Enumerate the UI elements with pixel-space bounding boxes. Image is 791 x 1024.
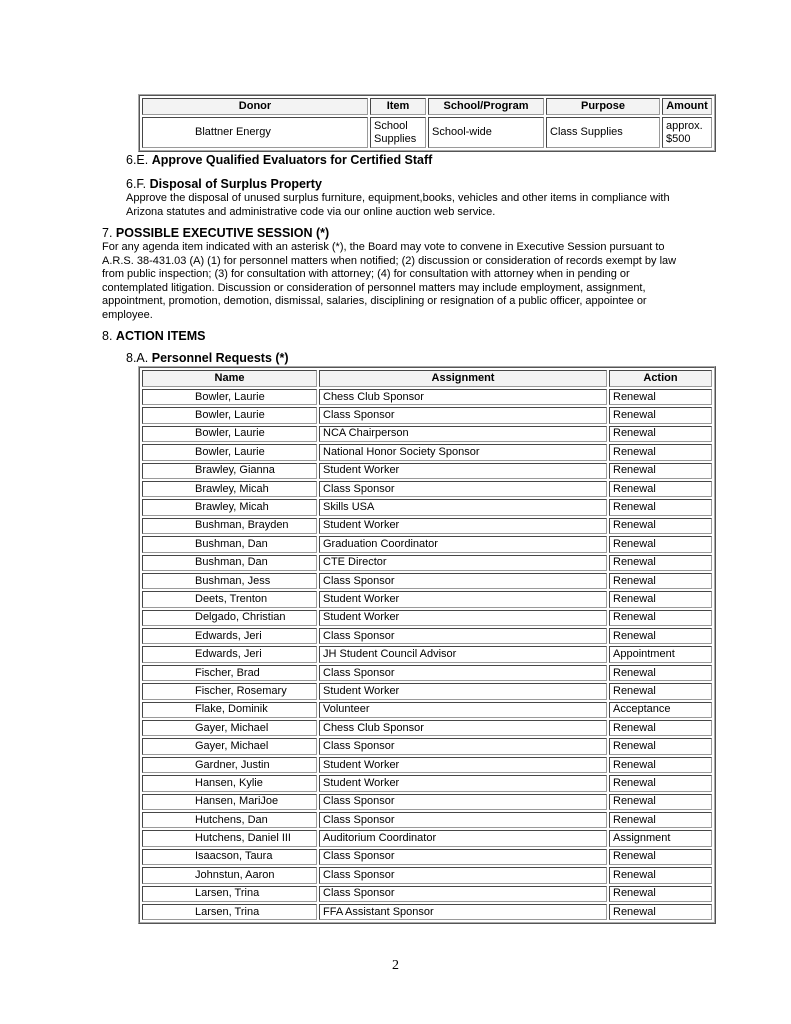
personnel-assignment: Class Sponsor <box>319 628 607 644</box>
personnel-action: Renewal <box>609 720 712 736</box>
personnel-assignment: Auditorium Coordinator <box>319 830 607 846</box>
donation-row <box>142 117 712 148</box>
personnel-assignment: Class Sponsor <box>319 867 607 883</box>
personnel-assignment: Student Worker <box>319 463 607 479</box>
personnel-header-row <box>142 370 712 387</box>
personnel-name: Edwards, Jeri <box>142 628 317 644</box>
section-7-body-line: A.R.S. 38-431.03 (A) (1) for personnel matters when notified; (2) discussion or consideration of records exempt by law <box>102 254 677 267</box>
table-row <box>142 591 712 607</box>
personnel-action: Renewal <box>609 591 712 607</box>
donation-donor: Blattner Energy <box>142 117 368 148</box>
personnel-assignment: CTE Director <box>319 555 607 571</box>
donation-purpose: Class Supplies <box>546 117 660 148</box>
section-6f-heading <box>126 177 322 191</box>
table-row <box>142 867 712 883</box>
table-row <box>142 628 712 644</box>
donation-item <box>370 117 426 148</box>
personnel-name: Fischer, Brad <box>142 665 317 681</box>
col-header-assignment: Assignment <box>319 370 607 387</box>
personnel-assignment: Chess Club Sponsor <box>319 720 607 736</box>
personnel-name: Bowler, Laurie <box>142 389 317 405</box>
table-row <box>142 794 712 810</box>
donation-program: School-wide <box>428 117 544 148</box>
section-7-body-line: contemplated litigation. Discussion or consideration of personnel matters may include employment, assignment, <box>102 281 646 294</box>
section-7-body-line: appointment, promotion, demotion, dismissal, salaries, disciplining or resignation of a public officer, appointee or <box>102 295 647 307</box>
section-8-title: ACTION ITEMS <box>115 329 206 343</box>
personnel-action: Renewal <box>609 628 712 644</box>
section-6f-body-line: Arizona statutes and administrative code via our online auction web service. <box>126 205 496 218</box>
personnel-action: Renewal <box>609 886 712 902</box>
personnel-name: Bushman, Dan <box>142 555 317 571</box>
table-row <box>142 518 712 534</box>
personnel-name: Hutchens, Dan <box>142 812 317 828</box>
personnel-name: Hansen, Kylie <box>142 775 317 791</box>
personnel-assignment: Student Worker <box>319 775 607 791</box>
personnel-action: Renewal <box>609 794 712 810</box>
personnel-name: Bushman, Brayden <box>142 518 317 534</box>
personnel-action: Renewal <box>609 757 712 773</box>
personnel-name: Isaacson, Taura <box>142 849 317 865</box>
table-row <box>142 904 712 920</box>
section-6e-number: 6.E. <box>126 153 149 167</box>
table-row <box>142 389 712 405</box>
table-row <box>142 849 712 865</box>
personnel-assignment: Class Sponsor <box>319 481 607 497</box>
personnel-name: Fischer, Rosemary <box>142 683 317 699</box>
table-row <box>142 665 712 681</box>
personnel-assignment: JH Student Council Advisor <box>319 646 607 662</box>
col-header-action: Action <box>609 370 712 387</box>
personnel-assignment: Graduation Coordinator <box>319 536 607 552</box>
personnel-assignment: Student Worker <box>319 757 607 773</box>
section-7-body-line: For any agenda item indicated with an asterisk (*), the Board may vote to convene in Executive Session pursuant to <box>102 241 665 253</box>
table-row <box>142 444 712 460</box>
section-8a-heading <box>126 351 289 365</box>
personnel-assignment: Class Sponsor <box>319 665 607 681</box>
donation-header-row <box>142 98 712 115</box>
table-row <box>142 536 712 552</box>
personnel-name: Hansen, MariJoe <box>142 794 317 810</box>
personnel-action: Renewal <box>609 499 712 515</box>
section-8-number: 8. <box>102 329 113 343</box>
personnel-assignment: Skills USA <box>319 499 607 515</box>
personnel-name: Gayer, Michael <box>142 720 317 736</box>
personnel-name: Brawley, Micah <box>142 499 317 515</box>
table-row <box>142 555 712 571</box>
personnel-name: Larsen, Trina <box>142 904 317 920</box>
col-header-amount: Amount <box>662 98 712 115</box>
table-row <box>142 720 712 736</box>
table-row <box>142 573 712 589</box>
section-8-heading <box>102 329 206 343</box>
personnel-action: Renewal <box>609 573 712 589</box>
personnel-action: Renewal <box>609 849 712 865</box>
personnel-action: Renewal <box>609 444 712 460</box>
personnel-assignment: Class Sponsor <box>319 812 607 828</box>
personnel-name: Edwards, Jeri <box>142 646 317 662</box>
personnel-assignment: Student Worker <box>319 518 607 534</box>
personnel-action: Renewal <box>609 555 712 571</box>
personnel-assignment: Chess Club Sponsor <box>319 389 607 405</box>
personnel-action: Acceptance <box>609 702 712 718</box>
table-row <box>142 775 712 791</box>
table-row <box>142 812 712 828</box>
personnel-name: Gardner, Justin <box>142 757 317 773</box>
personnel-name: Deets, Trenton <box>142 591 317 607</box>
personnel-name: Bowler, Laurie <box>142 444 317 460</box>
section-6f-number: 6.F. <box>126 177 147 191</box>
personnel-name: Brawley, Micah <box>142 481 317 497</box>
table-row <box>142 426 712 442</box>
personnel-action: Renewal <box>609 407 712 423</box>
personnel-action: Renewal <box>609 665 712 681</box>
donation-amount-line2: $500 <box>666 132 691 145</box>
personnel-action: Renewal <box>609 389 712 405</box>
table-row <box>142 499 712 515</box>
personnel-action: Renewal <box>609 867 712 883</box>
section-7-heading <box>102 226 329 240</box>
donation-item-line1: School <box>374 119 408 132</box>
personnel-action: Renewal <box>609 426 712 442</box>
personnel-name: Bushman, Dan <box>142 536 317 552</box>
personnel-assignment: Class Sponsor <box>319 886 607 902</box>
personnel-action: Renewal <box>609 812 712 828</box>
donation-item-line2: Supplies <box>374 132 417 145</box>
table-row <box>142 830 712 846</box>
section-6f-title: Disposal of Surplus Property <box>149 177 322 191</box>
personnel-assignment: Class Sponsor <box>319 849 607 865</box>
col-header-item: Item <box>370 98 426 115</box>
personnel-assignment: Class Sponsor <box>319 738 607 754</box>
section-6f-body-line: Approve the disposal of unused surplus furniture, equipment,books, vehicles and other items in compliance with <box>126 192 670 204</box>
personnel-assignment: Student Worker <box>319 683 607 699</box>
table-row <box>142 463 712 479</box>
personnel-name: Johnstun, Aaron <box>142 867 317 883</box>
table-row <box>142 646 712 662</box>
table-row <box>142 610 712 626</box>
section-7-body-line: from public inspection; (3) for consultation with attorney; (4) for consultation with attorney when in pending or <box>102 268 630 280</box>
personnel-action: Renewal <box>609 536 712 552</box>
section-6e-title: Approve Qualified Evaluators for Certified Staff <box>151 153 433 167</box>
personnel-action: Renewal <box>609 775 712 791</box>
section-8a-title: Personnel Requests (*) <box>151 351 289 365</box>
personnel-table <box>138 366 716 924</box>
donation-table <box>138 94 716 152</box>
table-row <box>142 481 712 497</box>
personnel-assignment: Student Worker <box>319 610 607 626</box>
personnel-assignment: Class Sponsor <box>319 794 607 810</box>
personnel-action: Assignment <box>609 830 712 846</box>
personnel-name: Gayer, Michael <box>142 738 317 754</box>
col-header-program: School/Program <box>428 98 544 115</box>
personnel-assignment: Class Sponsor <box>319 573 607 589</box>
personnel-action: Renewal <box>609 610 712 626</box>
personnel-assignment: National Honor Society Sponsor <box>319 444 607 460</box>
personnel-assignment: Class Sponsor <box>319 407 607 423</box>
section-6f-body <box>126 192 716 219</box>
col-header-donor: Donor <box>142 98 368 115</box>
section-8a-number: 8.A. <box>126 351 149 365</box>
donation-amount-line1: approx. <box>666 119 703 132</box>
col-header-name: Name <box>142 370 317 387</box>
table-row <box>142 683 712 699</box>
personnel-action: Renewal <box>609 683 712 699</box>
personnel-action: Renewal <box>609 738 712 754</box>
section-6e-heading <box>126 153 432 167</box>
personnel-name: Larsen, Trina <box>142 886 317 902</box>
table-row <box>142 757 712 773</box>
section-7-body <box>102 241 708 322</box>
personnel-assignment: Volunteer <box>319 702 607 718</box>
personnel-assignment: Student Worker <box>319 591 607 607</box>
personnel-action: Appointment <box>609 646 712 662</box>
personnel-action: Renewal <box>609 463 712 479</box>
section-7-title: POSSIBLE EXECUTIVE SESSION (*) <box>115 226 330 240</box>
section-7-number: 7. <box>102 226 113 240</box>
donation-amount <box>662 117 712 148</box>
table-row <box>142 702 712 718</box>
table-row <box>142 886 712 902</box>
col-header-purpose: Purpose <box>546 98 660 115</box>
personnel-name: Bowler, Laurie <box>142 407 317 423</box>
personnel-name: Delgado, Christian <box>142 610 317 626</box>
page-number: 2 <box>392 958 399 973</box>
personnel-name: Brawley, Gianna <box>142 463 317 479</box>
table-row <box>142 407 712 423</box>
table-row <box>142 738 712 754</box>
personnel-action: Renewal <box>609 518 712 534</box>
personnel-name: Flake, Dominik <box>142 702 317 718</box>
personnel-name: Bowler, Laurie <box>142 426 317 442</box>
personnel-name: Bushman, Jess <box>142 573 317 589</box>
personnel-action: Renewal <box>609 904 712 920</box>
personnel-table-body <box>142 389 712 920</box>
personnel-assignment: NCA Chairperson <box>319 426 607 442</box>
personnel-assignment: FFA Assistant Sponsor <box>319 904 607 920</box>
section-7-body-line: employee. <box>102 308 153 321</box>
personnel-action: Renewal <box>609 481 712 497</box>
personnel-name: Hutchens, Daniel III <box>142 830 317 846</box>
